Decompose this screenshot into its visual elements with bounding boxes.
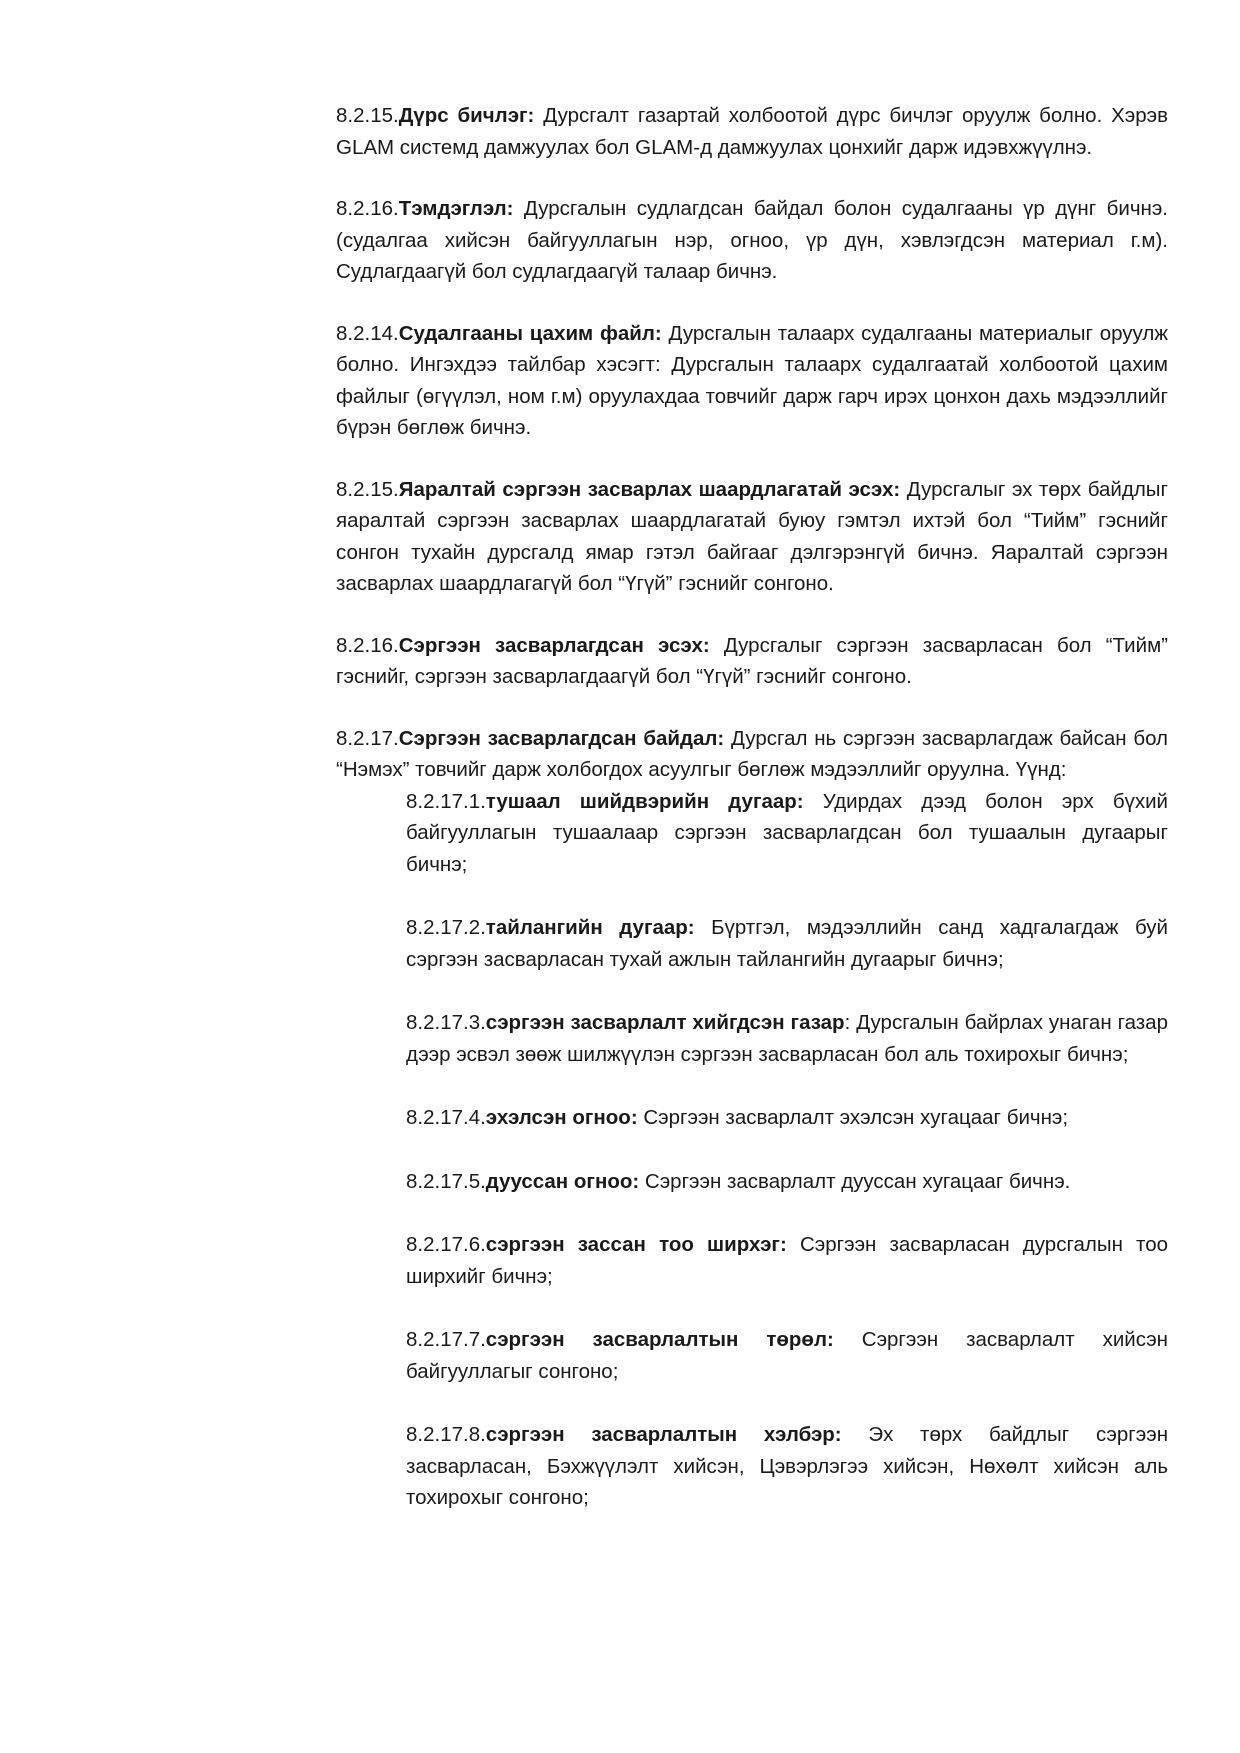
clause-text: Эх төрх байдлыг сэргээн засварласан, Бэхжүүлэлт хийсэн, Цэвэрлэгээ хийсэн, Нөхөлт хийсэн аль тохирохыг сонгоно; (406, 1423, 1169, 1509)
clause-text: Дурсгал нь сэргээн засварлагдаж байсан бол “Нэмэх” товчийг дарж холбогдох асуулгыг бөглөж мэдээллийг оруулна. Үүнд: (336, 726, 1168, 781)
subitem-order-number (406, 786, 1168, 881)
clause-number: 8.2.15. (336, 477, 399, 501)
clause-text: Сэргээн засварлалт хийсэн байгууллагыг сонгоно; (406, 1328, 1168, 1383)
restoration-subitems (406, 786, 1168, 1514)
clause-term: Яаралтай сэргээн засварлах шаардлагатай эсэх: (398, 477, 901, 501)
clause-text: Удирдах дээд болон эрх бүхий байгууллагын тушаалаар сэргээн засварлагдсан бол тушаалын дугаарыг бичнэ; (406, 789, 1168, 876)
clause-text: Сэргээн засварласан дурсгалын тоо ширхийг бичнэ; (406, 1233, 1169, 1288)
clause-number: 8.2.17.6. (406, 1233, 486, 1256)
clause-text: Дурсгалын талаарх судалгааны материалыг оруулж болно. Ингэхдээ тайлбар хэсэгт: Дурсгалын талаарх судалгаатай холбоотой цахим файлыг (өгүүлэл, ном г.м) оруулахдаа товчийг дарж гарч ирэх цонхон дахь мэдээллийг бүрэн бөглөж бичнэ. (336, 321, 1169, 439)
subitem-restoration-form (406, 1419, 1168, 1514)
clause-number: 8.2.17.2. (406, 916, 486, 939)
clause-term: Сэргээн засварлагдсан эсэх: (398, 633, 710, 657)
clause-term: сэргээн засварлалт хийгдсэн газар (485, 1011, 845, 1034)
clause-term: тушаал шийдвэрийн дугаар: (485, 789, 804, 813)
clause-term: сэргээн засварлалтын төрөл: (485, 1328, 834, 1351)
subitem-start-date (406, 1102, 1168, 1134)
paragraph-research-file (336, 318, 1168, 444)
clause-number: 8.2.16. (336, 633, 399, 657)
clause-text: : Дурсгалын байрлах унаган газар дээр эсвэл зөөж шилжүүлэн сэргээн засварласан бол аль тохирохыг бичнэ; (406, 1011, 1168, 1066)
clause-number: 8.2.17.5. (406, 1169, 486, 1193)
clause-text: Сэргээн засварлалт эхэлсэн хугацааг бичнэ; (637, 1106, 1069, 1129)
clause-number: 8.2.14. (336, 321, 399, 345)
clause-term: сэргээн засварлалтын хэлбэр: (485, 1423, 842, 1446)
paragraph-restoration-status (336, 723, 1168, 786)
clause-text: Сэргээн засварлалт дууссан хугацааг бичнэ. (639, 1169, 1071, 1193)
clause-term: Судалгааны цахим файл: (398, 321, 662, 345)
paragraph-restored (336, 630, 1168, 693)
subitem-restored-count (406, 1229, 1168, 1292)
clause-number: 8.2.17.4. (406, 1106, 486, 1129)
clause-text: Дурсгалт газартай холбоотой дүрс бичлэг оруулж болно. Хэрэв GLAM системд дамжуулах бол GLAM-д дамжуулах цонхийг дарж идэвхжүүлнэ. (336, 104, 1169, 159)
clause-term: Сэргээн засварлагдсан байдал: (398, 726, 725, 750)
clause-number: 8.2.15. (336, 104, 399, 127)
clause-text: Дурсгалын судлагдсан байдал болон судалгааны үр дүнг бичнэ. (судалгаа хийсэн байгууллагын нэр, огноо, үр дүн, хэвлэгдсэн материал г.м). Судлагдаагүй бол судлагдаагүй талаар бичнэ. (336, 197, 1168, 283)
paragraph-urgent-restoration (336, 474, 1168, 600)
clause-number: 8.2.17.8. (406, 1423, 486, 1446)
clause-term: эхэлсэн огноо: (485, 1106, 638, 1129)
clause-number: 8.2.17.7. (406, 1328, 486, 1351)
subitem-restoration-type (406, 1324, 1168, 1387)
clause-term: тайлангийн дугаар: (485, 916, 695, 939)
clause-term: дууссан огноо: (485, 1169, 640, 1193)
clause-term: сэргээн зассан тоо ширхэг: (485, 1233, 787, 1256)
clause-term: Тэмдэглэл: (398, 197, 514, 220)
subitem-report-number (406, 912, 1168, 975)
clause-number: 8.2.17. (336, 726, 399, 750)
clause-number: 8.2.17.1. (406, 789, 486, 813)
clause-text: Дурсгалыг сэргээн засварласан бол “Тийм” гэснийг, сэргээн засварлагдаагүй бол “Үгүй” гэснийг сонгоно. (336, 633, 1168, 688)
subitem-restoration-place (406, 1007, 1168, 1070)
paragraph-video-record (336, 100, 1168, 163)
clause-text: Дурсгалыг эх төрх байдлыг яаралтай сэргээн засварлах шаардлагатай буюу гэмтэл ихтэй бол “Тийм” гэснийг сонгон тухайн дурсгалд ямар гэтэл байгааг дэлгэрэнгүй бичнэ. Яаралтай сэргээн засварлах шаардлагагүй бол “Үгүй” гэснийг сонгоно. (336, 477, 1169, 595)
subitem-end-date (406, 1166, 1168, 1198)
clause-number: 8.2.16. (336, 197, 399, 220)
document-body (336, 100, 1168, 1546)
clause-term: Дүрс бичлэг: (398, 104, 535, 127)
paragraph-notes (336, 193, 1168, 288)
clause-text: Бүртгэл, мэдээллийн санд хадгалагдаж буй сэргээн засварласан тухай ажлын тайлангийн дугаарыг бичнэ; (406, 916, 1168, 971)
clause-number: 8.2.17.3. (406, 1011, 486, 1034)
